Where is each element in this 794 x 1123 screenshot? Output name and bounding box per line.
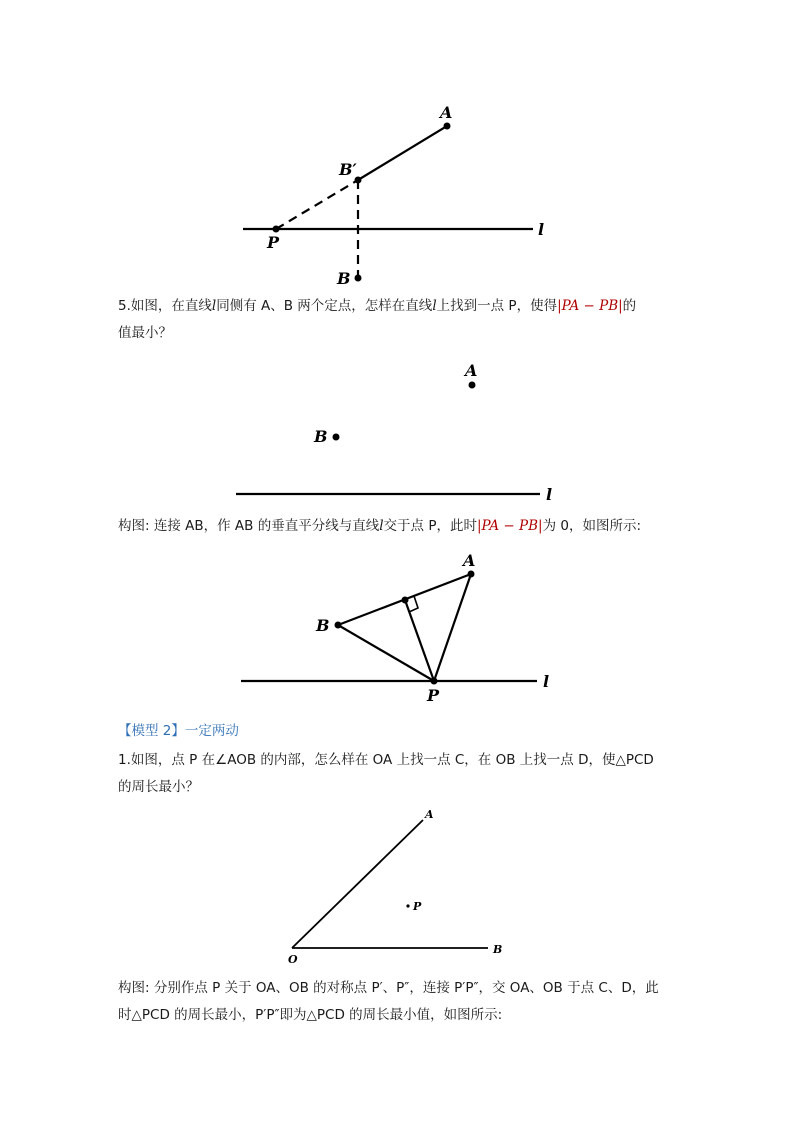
construction-5-pre: 构图: 连接 AB，作 AB 的垂直平分线与直线 [118, 518, 380, 534]
label-b: B [314, 427, 328, 446]
label-p: P [267, 233, 280, 252]
label-l: l [538, 220, 545, 239]
problem-5-mid: 同侧有 A、B 两个定点，怎样在直线 [216, 298, 433, 314]
label-l: l [543, 672, 550, 691]
label-a: A [440, 103, 453, 122]
construction-1-line2: 时△PCD 的周长最小，P′P″即为△PCD 的周长最小值，如图所示: [118, 1007, 503, 1023]
ray-oa [292, 820, 423, 948]
problem-5-line2: 值最小？ [118, 325, 172, 341]
label-b: B [493, 943, 503, 956]
construction-5-mid: 交于点 P，此时 [383, 518, 477, 534]
var-l: l [211, 298, 217, 314]
point-p [406, 904, 409, 907]
label-p: P [413, 900, 422, 913]
construction-1-line1: 构图: 分别作点 P 关于 OA、OB 的对称点 P′、P″，连接 P′P″，交 OA、OB 于点 C、D，此 [118, 980, 659, 996]
var-l: l [379, 518, 384, 534]
construction-1-text [118, 975, 678, 1029]
label-l: l [546, 485, 553, 504]
label-o: O [288, 953, 298, 966]
construction-5-post: 为 0，如图所示: [542, 518, 642, 534]
problem-5-pre: 5.如图，在直线 [118, 298, 212, 314]
label-b-prime: B′ [339, 160, 357, 179]
var-l-2: l [432, 298, 437, 314]
problem-1-line2: 的周长最小？ [118, 779, 199, 795]
label-a: A [425, 808, 434, 821]
expr-abs-diff: |PA − PB| [557, 298, 623, 314]
label-a: A [465, 361, 478, 380]
problem-5-post: 上找到一点 P，使得 [436, 298, 558, 314]
problem-5-end: 的 [622, 298, 637, 314]
model-2-heading: 【模型 2】一定两动 [118, 723, 239, 739]
label-b: B [337, 269, 351, 288]
expr-abs-diff: |PA − PB| [476, 518, 543, 534]
problem-1-line1: 1.如图，点 P 在∠AOB 的内部，怎么样在 OA 上找一点 C，在 OB 上找一点 D，使△PCD [118, 752, 654, 768]
label-p: P [427, 686, 440, 705]
label-b: B [316, 616, 330, 635]
label-a: A [463, 551, 476, 570]
